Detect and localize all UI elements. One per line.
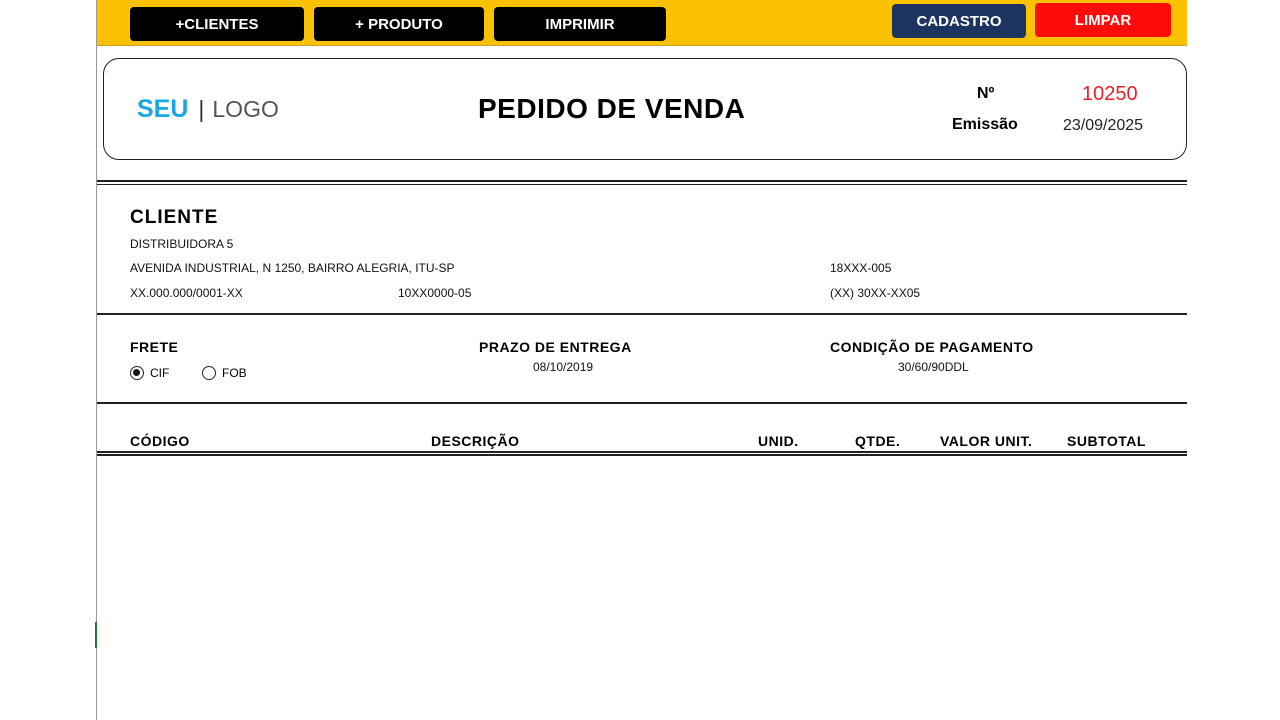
freight-option-fob[interactable] (202, 366, 247, 380)
column-header-code: CÓDIGO (130, 433, 190, 449)
delivery-term-label: PRAZO DE ENTREGA (479, 339, 632, 355)
column-header-description: DESCRIÇÃO (431, 433, 520, 449)
client-state-registration: 10XX0000-05 (398, 286, 472, 300)
logo-primary-text: SEU (137, 95, 189, 123)
column-header-unit-price: VALOR UNIT. (940, 433, 1033, 449)
client-section-title: CLIENTE (130, 207, 219, 228)
freight-option-label: FOB (222, 366, 247, 380)
logo-separator: | (198, 96, 205, 122)
section-divider (97, 184, 1187, 185)
freight-option-cif[interactable] (130, 366, 169, 380)
page-title: PEDIDO DE VENDA (478, 93, 746, 124)
add-product-button[interactable]: + PRODUTO (314, 7, 484, 41)
column-header-subtotal: SUBTOTAL (1067, 433, 1146, 449)
order-number-value[interactable]: 10250 (1082, 83, 1138, 105)
client-address: AVENIDA INDUSTRIAL, N 1250, BAIRRO ALEGRIA, ITU-SP (130, 261, 455, 275)
order-header (103, 58, 1187, 160)
client-zip: 18XXX-005 (830, 261, 892, 275)
client-phone: (XX) 30XX-XX05 (830, 286, 921, 300)
payment-condition-value[interactable]: 30/60/90DDL (898, 360, 969, 374)
table-header-divider (97, 451, 1187, 453)
section-divider (97, 313, 1187, 315)
table-header-divider (97, 454, 1187, 456)
freight-option-label: CIF (150, 366, 170, 380)
clear-button[interactable]: LIMPAR (1035, 3, 1171, 37)
section-divider (97, 402, 1187, 404)
column-header-unit: UNID. (758, 433, 799, 449)
client-cnpj: XX.000.000/0001-XX (130, 286, 243, 300)
client-name[interactable]: DISTRIBUIDORA 5 (130, 237, 234, 251)
add-clients-button[interactable]: +CLIENTES (130, 7, 304, 41)
freight-label: FRETE (130, 339, 179, 355)
section-divider (97, 180, 1187, 182)
print-button[interactable]: IMPRIMIR (494, 7, 666, 41)
company-logo (137, 95, 279, 124)
radio-checked-icon (130, 366, 144, 380)
action-toolbar (97, 0, 1187, 46)
emission-date-label: Emissão (952, 116, 1018, 133)
radio-unchecked-icon (202, 366, 216, 380)
logo-secondary-text: LOGO (212, 96, 279, 122)
order-number-label: Nº (977, 85, 995, 102)
items-table-body[interactable] (97, 457, 1187, 720)
sales-order-sheet (97, 0, 1187, 720)
payment-condition-label: CONDIÇÃO DE PAGAMENTO (830, 339, 1034, 355)
delivery-term-value[interactable]: 08/10/2019 (533, 360, 594, 374)
register-button[interactable]: CADASTRO (892, 4, 1026, 38)
emission-date-value[interactable]: 23/09/2025 (1063, 117, 1144, 134)
column-header-quantity: QTDE. (855, 433, 901, 449)
